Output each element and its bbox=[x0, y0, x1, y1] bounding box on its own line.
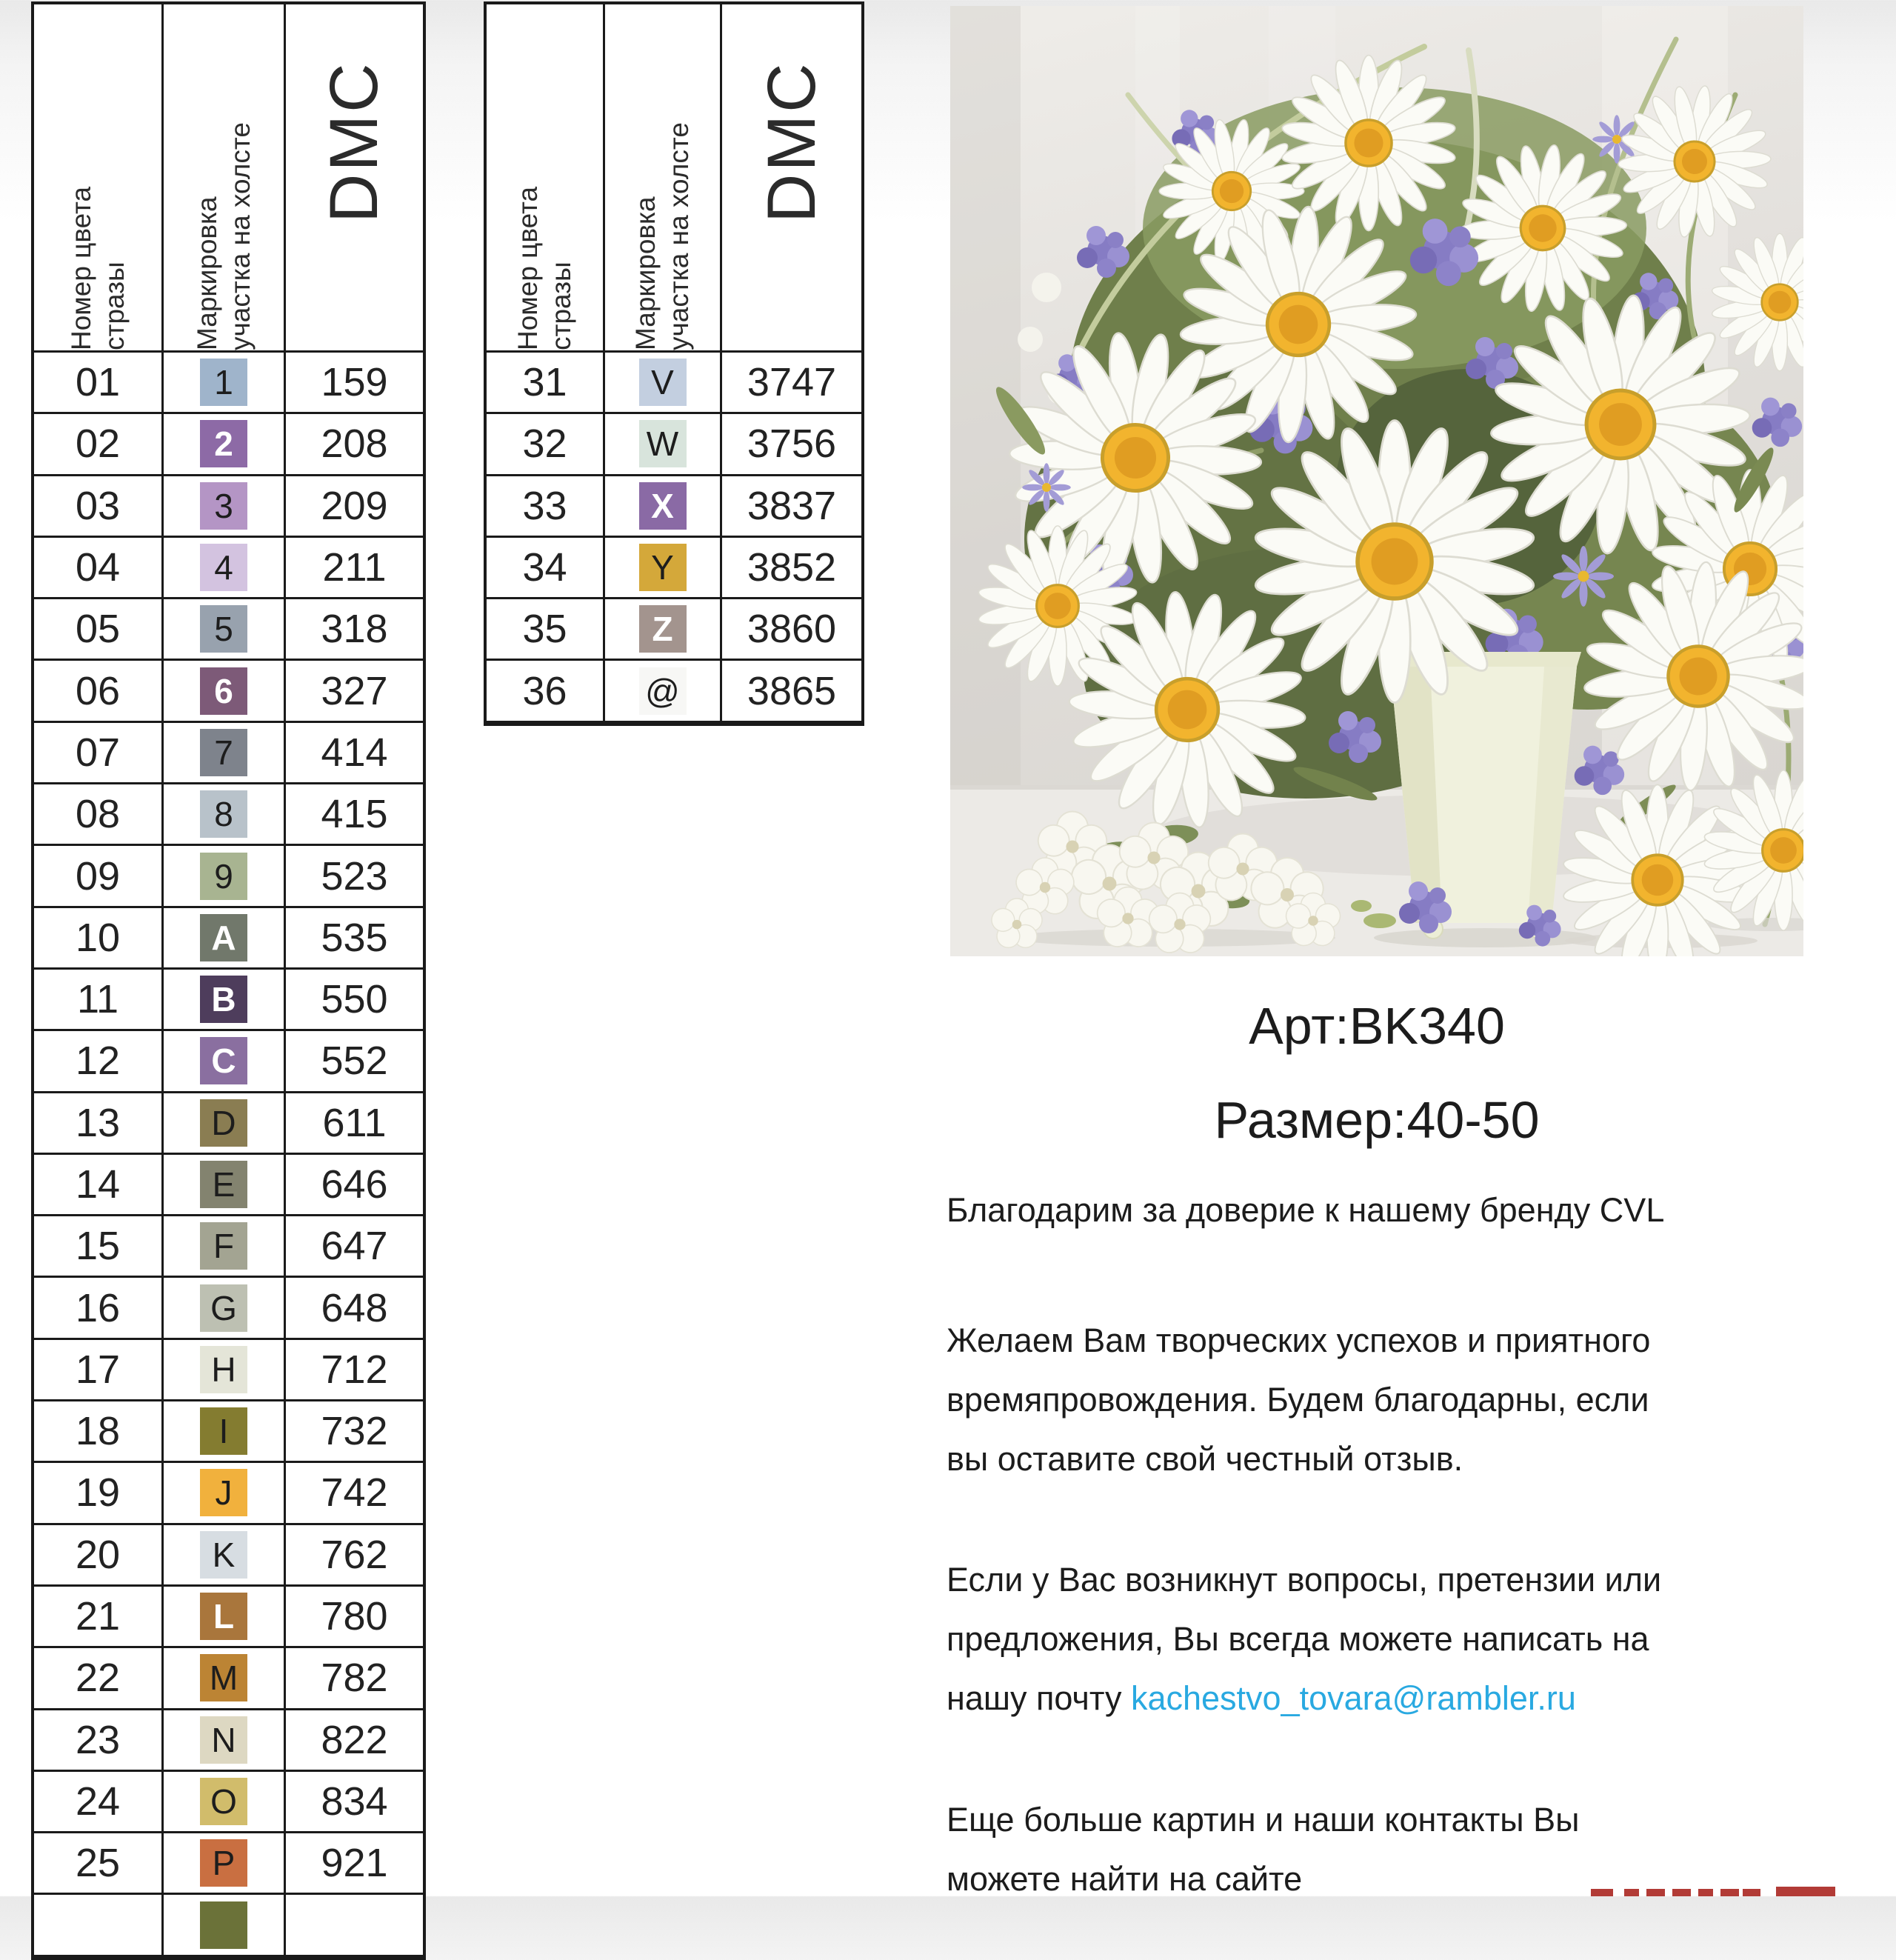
email-link[interactable]: kachestvo_tovara@rambler.ru bbox=[1130, 1679, 1576, 1717]
legend-table-1 bbox=[31, 1, 426, 1960]
marking-cell bbox=[605, 414, 722, 476]
dmc-cell: 3756 bbox=[722, 414, 861, 476]
marking-cell bbox=[164, 908, 286, 970]
dmc-cell: 552 bbox=[286, 1031, 423, 1093]
marking-cell bbox=[164, 970, 286, 1031]
product-art-code: Арт:BK340 bbox=[1249, 997, 1505, 1055]
marking-cell bbox=[164, 414, 286, 476]
canvas-marking-swatch: @ bbox=[639, 667, 687, 715]
color-number-cell: 07 bbox=[34, 723, 164, 784]
dmc-cell: 3837 bbox=[722, 476, 861, 538]
dmc-cell: 414 bbox=[286, 723, 423, 784]
marking-cell bbox=[164, 1031, 286, 1093]
canvas-marking-swatch: A bbox=[200, 914, 247, 961]
marking-cell bbox=[164, 1155, 286, 1216]
dmc-cell: 3852 bbox=[722, 538, 861, 599]
dmc-cell: 523 bbox=[286, 846, 423, 907]
contact-line-3-prefix: нашу почту bbox=[947, 1679, 1131, 1717]
dmc-cell: 732 bbox=[286, 1401, 423, 1463]
product-size: Размер:40-50 bbox=[1214, 1091, 1540, 1149]
color-number-cell: 25 bbox=[34, 1833, 164, 1895]
dmc-cell: 535 bbox=[286, 908, 423, 970]
canvas-marking-swatch: 1 bbox=[200, 359, 247, 406]
dmc-cell: 318 bbox=[286, 599, 423, 661]
dmc-cell: 550 bbox=[286, 970, 423, 1031]
wishes-line-2: времяпровождения. Будем благодарны, если bbox=[947, 1381, 1649, 1419]
header-color-number-line1: Номер цвета bbox=[65, 186, 96, 350]
canvas-marking-swatch: P bbox=[200, 1839, 247, 1887]
color-number-cell: 15 bbox=[34, 1216, 164, 1278]
marking-cell bbox=[164, 1463, 286, 1524]
color-number-cell: 17 bbox=[34, 1340, 164, 1401]
color-number-cell: 24 bbox=[34, 1772, 164, 1833]
wishes-line-1: Желаем Вам творческих успехов и приятного bbox=[947, 1321, 1651, 1359]
header-canvas-marking-line2: участка на холсте bbox=[664, 122, 695, 350]
canvas-marking-swatch: J bbox=[200, 1469, 247, 1516]
canvas-marking-swatch: Y bbox=[639, 544, 687, 591]
dmc-cell: 3860 bbox=[722, 599, 861, 661]
canvas-marking-swatch: 4 bbox=[200, 544, 247, 591]
color-number-cell: 03 bbox=[34, 476, 164, 538]
canvas-marking-swatch: N bbox=[200, 1716, 247, 1764]
color-number-cell: 34 bbox=[487, 538, 605, 599]
dmc-cell: 646 bbox=[286, 1155, 423, 1216]
dmc-cell: 3865 bbox=[722, 661, 861, 722]
marking-cell bbox=[164, 599, 286, 661]
dmc-cell: 782 bbox=[286, 1648, 423, 1710]
dmc-cell: 762 bbox=[286, 1525, 423, 1587]
color-number-cell: 01 bbox=[34, 353, 164, 414]
dmc-cell: 415 bbox=[286, 784, 423, 846]
more-info-line-2: можете найти на сайте bbox=[947, 1860, 1303, 1898]
canvas-marking-swatch: F bbox=[200, 1222, 247, 1270]
header-dmc bbox=[722, 4, 861, 353]
dmc-cell: 712 bbox=[286, 1340, 423, 1401]
marking-cell bbox=[605, 538, 722, 599]
legend-table-2 bbox=[484, 1, 864, 726]
canvas-marking-swatch: B bbox=[200, 976, 247, 1023]
contact-line-3 bbox=[947, 1669, 1880, 1728]
color-number-cell: 13 bbox=[34, 1093, 164, 1155]
dmc-cell: 611 bbox=[286, 1093, 423, 1155]
marking-cell-partial bbox=[164, 1895, 286, 1956]
color-number-cell: 14 bbox=[34, 1155, 164, 1216]
color-number-cell: 12 bbox=[34, 1031, 164, 1093]
marking-cell bbox=[164, 1648, 286, 1710]
marking-cell bbox=[605, 476, 722, 538]
marking-cell bbox=[605, 599, 722, 661]
dmc-cell: 159 bbox=[286, 353, 423, 414]
canvas-marking-swatch: D bbox=[200, 1099, 247, 1147]
dmc-cell: 822 bbox=[286, 1710, 423, 1772]
thanks-line: Благодарим за доверие к нашему бренду CVL bbox=[947, 1191, 1665, 1229]
canvas-marking-swatch: 6 bbox=[200, 667, 247, 715]
color-number-cell: 04 bbox=[34, 538, 164, 599]
canvas-marking-swatch: W bbox=[639, 420, 687, 467]
header-color-number-line2: стразы bbox=[99, 261, 130, 350]
canvas-marking-swatch: 2 bbox=[200, 420, 247, 467]
canvas-marking-swatch: 3 bbox=[200, 482, 247, 530]
color-number-cell: 16 bbox=[34, 1278, 164, 1339]
canvas-marking-swatch: Z bbox=[639, 605, 687, 653]
canvas-marking-swatch: 8 bbox=[200, 790, 247, 838]
canvas-marking-swatch: K bbox=[200, 1531, 247, 1579]
dmc-cell: 742 bbox=[286, 1463, 423, 1524]
marking-cell bbox=[164, 1710, 286, 1772]
color-number-cell: 18 bbox=[34, 1401, 164, 1463]
marking-cell bbox=[164, 784, 286, 846]
header-canvas-marking bbox=[605, 4, 722, 353]
canvas-marking-swatch: I bbox=[200, 1407, 247, 1455]
header-canvas-marking-line2: участка на холсте bbox=[225, 122, 256, 350]
color-number-cell: 08 bbox=[34, 784, 164, 846]
dmc-cell: 211 bbox=[286, 538, 423, 599]
canvas-marking-swatch: 5 bbox=[200, 605, 247, 653]
color-number-cell: 36 bbox=[487, 661, 605, 722]
more-info-line-1: Еще больше картин и наши контакты Вы bbox=[947, 1801, 1580, 1839]
color-number-cell: 35 bbox=[487, 599, 605, 661]
header-canvas-marking-line1: Маркировка bbox=[191, 196, 222, 350]
product-photo bbox=[950, 6, 1803, 956]
color-number-cell: 02 bbox=[34, 414, 164, 476]
wishes-line-3: вы оставите свой честный отзыв. bbox=[947, 1440, 1463, 1478]
color-number-cell: 19 bbox=[34, 1463, 164, 1524]
canvas-marking-swatch: H bbox=[200, 1346, 247, 1393]
color-number-cell: 11 bbox=[34, 970, 164, 1031]
color-number-cell: 32 bbox=[487, 414, 605, 476]
color-number-cell: 31 bbox=[487, 353, 605, 414]
marking-cell bbox=[164, 538, 286, 599]
color-number-cell: 10 bbox=[34, 908, 164, 970]
marking-cell bbox=[164, 846, 286, 907]
marking-cell bbox=[164, 661, 286, 722]
marking-cell bbox=[164, 476, 286, 538]
marking-cell bbox=[164, 1093, 286, 1155]
header-color-number bbox=[34, 4, 164, 353]
color-number-cell: 21 bbox=[34, 1587, 164, 1648]
marking-cell bbox=[164, 1340, 286, 1401]
marking-cell bbox=[164, 1587, 286, 1648]
dmc-cell: 780 bbox=[286, 1587, 423, 1648]
dmc-cell: 209 bbox=[286, 476, 423, 538]
contact-line-2: предложения, Вы всегда можете написать на bbox=[947, 1620, 1649, 1658]
marking-cell bbox=[164, 1833, 286, 1895]
canvas-marking-swatch: 7 bbox=[200, 729, 247, 776]
canvas-marking-swatch: M bbox=[200, 1654, 247, 1701]
canvas-marking-swatch: X bbox=[639, 482, 687, 530]
marking-cell bbox=[164, 1278, 286, 1339]
header-dmc-label: DMC bbox=[316, 61, 393, 223]
canvas-marking-swatch: E bbox=[200, 1161, 247, 1208]
canvas-marking-swatch: G bbox=[200, 1284, 247, 1332]
canvas-marking-swatch: O bbox=[200, 1778, 247, 1825]
dmc-cell-partial bbox=[286, 1895, 423, 1956]
marking-cell bbox=[605, 661, 722, 722]
color-number-cell: 20 bbox=[34, 1525, 164, 1587]
dmc-cell: 647 bbox=[286, 1216, 423, 1278]
header-color-number-line1: Номер цвета bbox=[513, 186, 544, 350]
dmc-cell: 3747 bbox=[722, 353, 861, 414]
color-number-cell: 06 bbox=[34, 661, 164, 722]
header-dmc bbox=[286, 4, 423, 353]
color-number-cell: 09 bbox=[34, 846, 164, 907]
canvas-marking-swatch: 9 bbox=[200, 853, 247, 900]
contact-paragraph bbox=[947, 1550, 1880, 1728]
canvas-marking-swatch bbox=[200, 1901, 247, 1949]
contact-line-1: Если у Вас возникнут вопросы, претензии или bbox=[947, 1561, 1662, 1599]
color-number-cell: 33 bbox=[487, 476, 605, 538]
color-number-cell: 23 bbox=[34, 1710, 164, 1772]
marking-cell bbox=[164, 723, 286, 784]
dmc-cell: 648 bbox=[286, 1278, 423, 1339]
color-number-cell: 22 bbox=[34, 1648, 164, 1710]
marking-cell bbox=[605, 353, 722, 414]
header-canvas-marking bbox=[164, 4, 286, 353]
marking-cell bbox=[164, 353, 286, 414]
canvas-marking-swatch: V bbox=[639, 359, 687, 406]
canvas-marking-swatch: C bbox=[200, 1037, 247, 1084]
color-number-cell-partial bbox=[34, 1895, 164, 1956]
header-color-number-line2: стразы bbox=[546, 261, 577, 350]
marking-cell bbox=[164, 1525, 286, 1587]
marking-cell bbox=[164, 1216, 286, 1278]
marking-cell bbox=[164, 1401, 286, 1463]
dmc-cell: 327 bbox=[286, 661, 423, 722]
dmc-cell: 208 bbox=[286, 414, 423, 476]
header-dmc-label: DMC bbox=[753, 61, 830, 223]
marking-cell bbox=[164, 1772, 286, 1833]
canvas-marking-swatch: L bbox=[200, 1593, 247, 1640]
color-number-cell: 05 bbox=[34, 599, 164, 661]
dmc-cell: 921 bbox=[286, 1833, 423, 1895]
header-canvas-marking-line1: Маркировка bbox=[630, 196, 661, 350]
header-color-number bbox=[487, 4, 605, 353]
wishes-paragraph bbox=[947, 1311, 1880, 1489]
dmc-cell: 834 bbox=[286, 1772, 423, 1833]
brand-logo-partial bbox=[1591, 1884, 1896, 1896]
